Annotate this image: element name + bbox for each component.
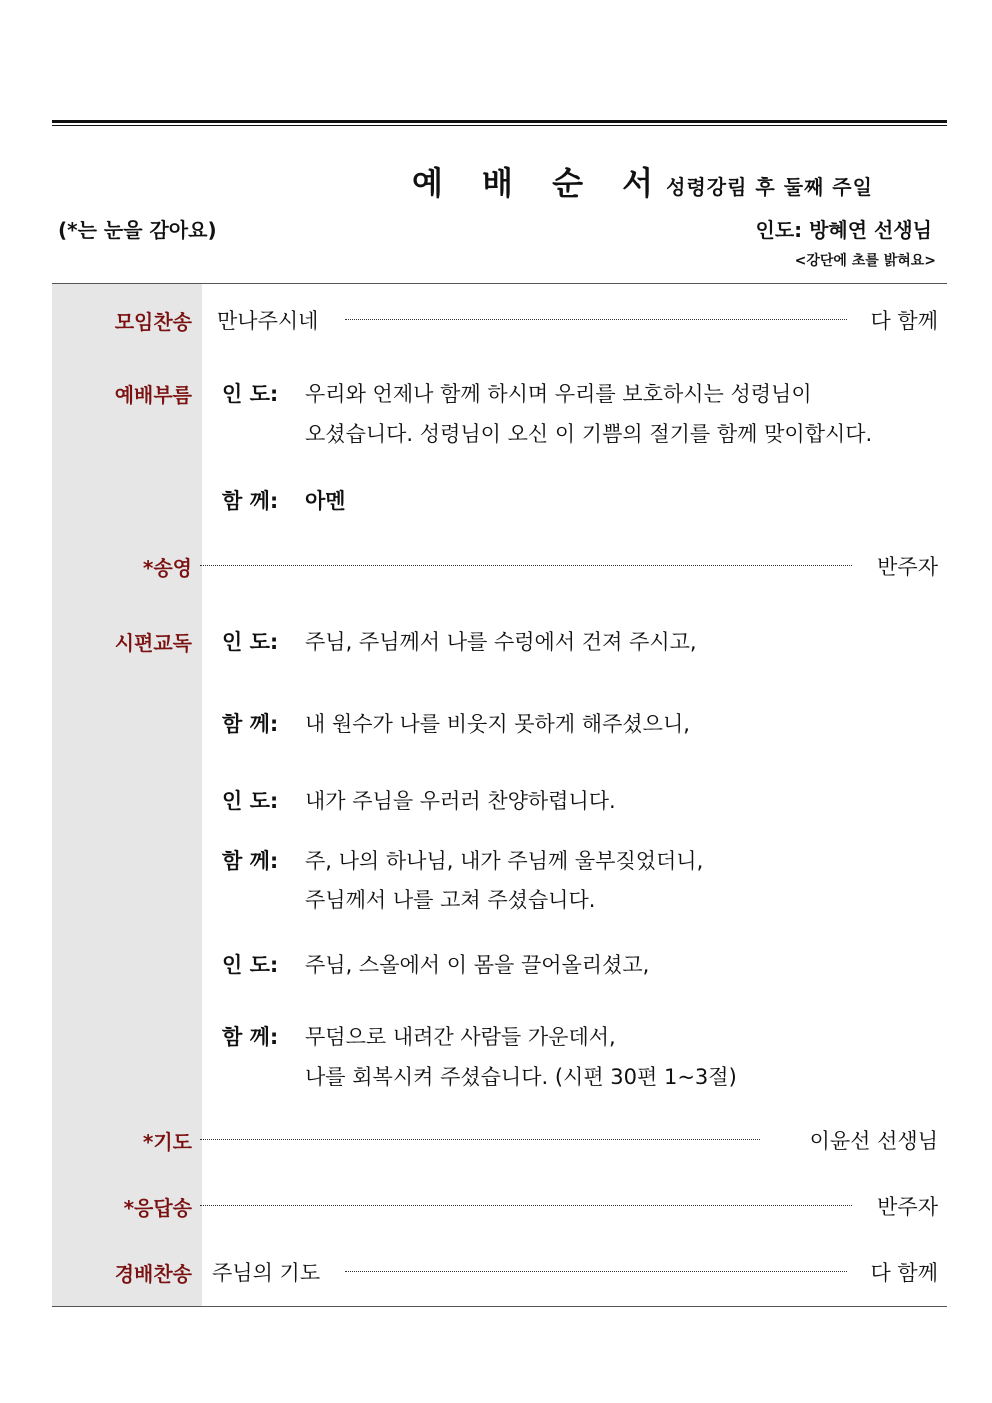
closing-hymn-label: 경배찬송 bbox=[114, 1262, 192, 1286]
psalter-line: 주님께서 나를 고쳐 주셨습니다. bbox=[305, 888, 596, 912]
psalter-tag: 함 께: bbox=[222, 849, 279, 873]
psalter-line: 주님, 주님께서 나를 수렁에서 건져 주시고, bbox=[305, 630, 697, 654]
title-block bbox=[412, 158, 873, 204]
dotted-leader bbox=[345, 319, 847, 320]
call-leader-line: 오셨습니다. 성령님이 오신 이 기쁨의 절기를 함께 맞이합시다. bbox=[305, 422, 873, 446]
call-all-response: 아멘 bbox=[305, 489, 346, 513]
all-tag: 함 께: bbox=[222, 489, 279, 513]
dotted-leader bbox=[200, 1205, 852, 1206]
closing-hymn-title: 주님의 기도 bbox=[212, 1261, 321, 1285]
page-title: 예 배 순 서 bbox=[412, 164, 668, 202]
psalter-line: 주님, 스올에서 이 몸을 끌어올리셨고, bbox=[305, 953, 650, 977]
call-leader-line: 우리와 언제나 함께 하시며 우리를 보호하시는 성령님이 bbox=[305, 382, 812, 406]
psalter-tag: 함 께: bbox=[222, 712, 279, 736]
candle-note: <강단에 초를 밝혀요> bbox=[794, 253, 936, 269]
response-song-performer: 반주자 bbox=[877, 1195, 938, 1219]
call-to-worship-label: 예배부름 bbox=[114, 383, 192, 407]
worship-leader: 인도: 방혜연 선생님 bbox=[755, 218, 932, 242]
table-bottom-rule bbox=[52, 1306, 947, 1307]
gathering-hymn-performer: 다 함께 bbox=[870, 309, 938, 333]
psalter-line: 무덤으로 내려간 사람들 가운데서, bbox=[305, 1025, 616, 1049]
psalter-tag: 인 도: bbox=[222, 630, 279, 654]
top-thick-rule bbox=[52, 120, 947, 123]
eyes-closed-note: (*는 눈을 감아요) bbox=[58, 218, 217, 242]
doxology-performer: 반주자 bbox=[877, 555, 938, 579]
psalter-tag: 인 도: bbox=[222, 953, 279, 977]
prayer-performer: 이윤선 선생님 bbox=[809, 1129, 938, 1153]
psalter-tag: 함 께: bbox=[222, 1025, 279, 1049]
dotted-leader bbox=[200, 1139, 760, 1140]
dotted-leader bbox=[345, 1271, 847, 1272]
psalter-line: 주, 나의 하나님, 내가 주님께 울부짖었더니, bbox=[305, 849, 704, 873]
psalter-label: 시편교독 bbox=[114, 631, 192, 655]
psalter-line: 내 원수가 나를 비웃지 못하게 해주셨으니, bbox=[305, 712, 690, 736]
top-thin-rule bbox=[52, 125, 947, 126]
prayer-label: *기도 bbox=[142, 1130, 192, 1154]
doxology-label: *송영 bbox=[142, 556, 192, 580]
response-song-label: *응답송 bbox=[123, 1196, 192, 1220]
psalter-tag: 인 도: bbox=[222, 789, 279, 813]
psalter-line: 내가 주님을 우러러 찬양하렵니다. bbox=[305, 789, 616, 813]
leader-tag: 인 도: bbox=[222, 382, 279, 406]
gathering-hymn-title: 만나주시네 bbox=[217, 309, 319, 333]
closing-hymn-performer: 다 함께 bbox=[870, 1261, 938, 1285]
page-subtitle: 성령강림 후 둘째 주일 bbox=[666, 175, 873, 199]
dotted-leader bbox=[200, 565, 852, 566]
psalter-line: 나를 회복시켜 주셨습니다. (시편 30편 1~3절) bbox=[305, 1065, 737, 1089]
gathering-hymn-label: 모임찬송 bbox=[114, 310, 192, 334]
